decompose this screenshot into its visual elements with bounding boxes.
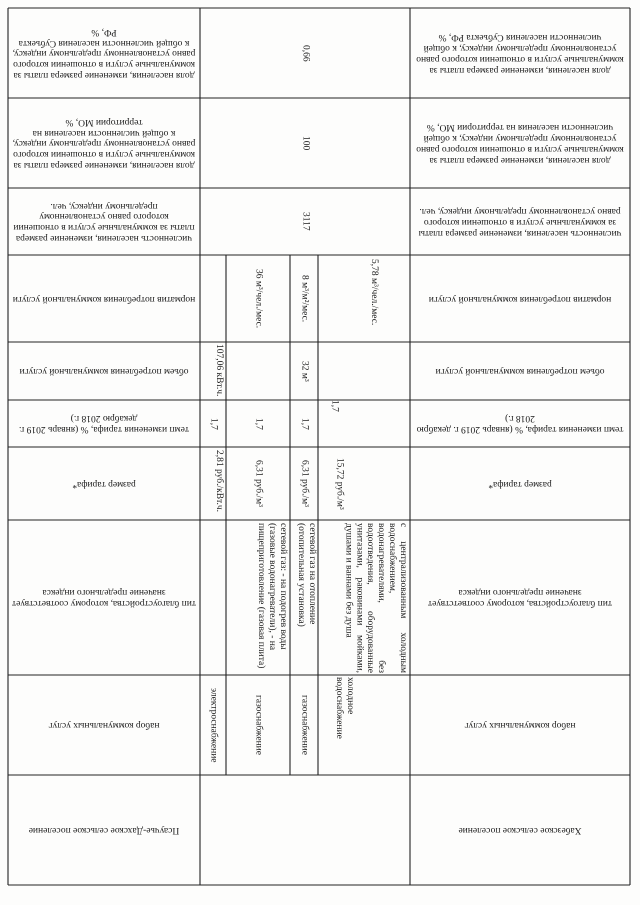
service-3-rate: 1,7 [299,417,310,430]
service-1-norm [200,255,226,342]
right-row-share-rf: доля населения, изменение размера платы за коммунальные услуги в отношении которого равно установленному предельному индексу, к общей численности населения Субъекта РФ, % [416,32,624,75]
left-row-tariff: размер тарифа* [72,478,136,489]
left-row-norm: норматив потребления коммунальной услуги [12,293,196,304]
service-3-tariff: 6,31 руб./м³ [299,460,310,507]
left-row-share-mo: доля населения, изменение размера платы за коммунальные услуги в отношении которого равно установленному предельному индексу, к общей численности населения на территории МО, % [12,116,196,171]
left-row-population: численность населения, изменение размера платы за коммунальные услуги в отношении которого равно установленному предельному индексу, чел. [13,200,195,244]
left-row-volume: объем потребления коммунальной услуги [19,366,189,377]
right-settlement: Хабезское сельское поселение [458,825,582,836]
value-share-mo: 100 [300,135,311,151]
service-1-tariff: 2,81 руб./кВт.ч. [214,449,224,512]
service-2-tariff: 6,31 руб./м³ [253,460,264,507]
service-1-rate: 1,7 [208,417,219,430]
right-row-set: набор коммунальных услуг [464,720,576,731]
right-row-share-mo: доля населения, изменение размера платы за коммунальные услуги в отношении которого равно установленному предельному индексу, к общей численности населения на территории МО, % [416,122,624,165]
right-row-population: численность населения, изменение размера платы за коммунальные услуги в отношении которого равно установленному предельному индексу, чел. [418,206,622,238]
right-row-volume: объем потребления коммунальной услуги [435,366,605,377]
service-1-volume: 107,06 кВт.ч. [214,344,224,397]
left-row-share-rf: доля населения, изменение размера платы за коммунальные услуги в отношении которого равно установленному предельному индексу, к общей численности населения Субъекта РФ, % [12,26,196,81]
service-4-norm: 5,78 м³/чел./мес. [369,258,379,325]
service-3-type: сетевой газ на отопление (отопительная установка) [296,522,317,627]
left-row-rate: темп изменения тарифа, % (январь 2019 г. декабрю 2018 г.) [19,413,189,435]
right-row-norm: норматив потребления коммунальной услуги [428,293,612,304]
right-row-tariff: размер тарифа* [488,478,552,489]
service-3-name: газоснабжение [299,695,310,755]
service-4-rate: 1,7 [329,400,340,412]
service-4-name: холодное водоснабжение [334,677,355,739]
value-population: 3117 [300,212,311,231]
left-settlement: Псаучье-Дахское сельское поселение [28,825,180,836]
right-row-type: тип благоустройства, которому соответствует значение предельного индекса [428,587,612,609]
service-2-name: газоснабжение [253,695,264,755]
service-2-norm: 36 м³/чел./мес. [253,268,264,329]
right-row-rate: темп изменения тарифа, % (январь 2019 г. декабрю 2018 г.) [416,413,624,435]
service-2-rate: 1,7 [253,417,264,430]
service-3-volume: 32 м³ [299,360,310,382]
left-row-type: тип благоустройства, которому соответствует значение предельного индекса [12,587,196,609]
service-4-volume [318,342,410,400]
service-3-norm: 8 м³/м²/мес. [299,274,310,323]
service-2-type: сетевой газ: - на подогрев воды (газовые водонагреватели), - на пищеприготовление (газовая плита) [256,522,288,668]
service-1-name: электроснабжение [208,687,219,763]
service-1-type [200,520,226,675]
service-2-volume [226,342,290,400]
service-4-type: с централизованным холодным водоснабжением, водонагревателями, без водоотведения, оборудованные унитазами, раковинами мойками, душами и ваннами без душа [343,522,408,673]
service-4-tariff: 15,72 руб./м³ [334,457,345,510]
value-share-rf: 0,66 [300,44,311,62]
left-row-set: набор коммунальных услуг [48,720,160,731]
